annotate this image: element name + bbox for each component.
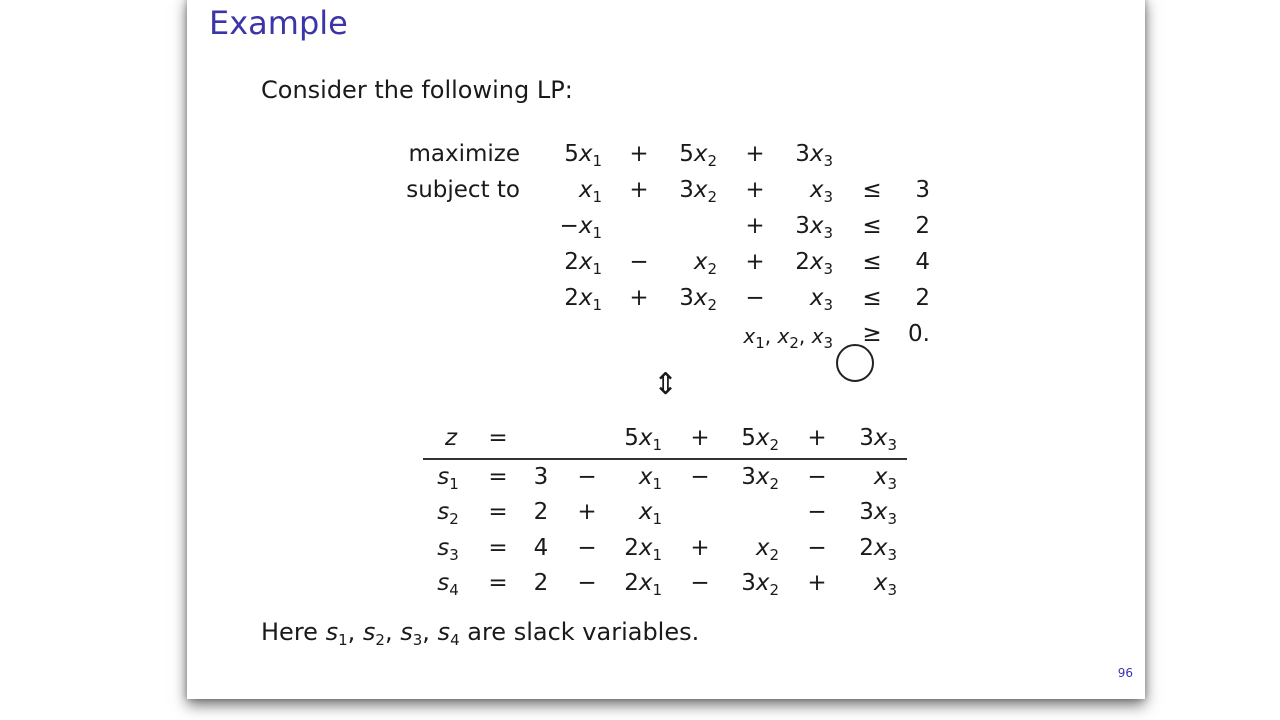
- dict-lhs: $s_2$: [437, 499, 459, 528]
- dict-term: $x_1$: [638, 464, 662, 493]
- footer-text: Here $s_1$, $s_2$, $s_3$, $s_4$ are slack variables.: [261, 618, 700, 649]
- dict-operator: −: [807, 499, 827, 525]
- lp-term: $3x_3$: [795, 213, 833, 242]
- lp-objective-op-1: +: [629, 141, 649, 167]
- dict-term: $3x_2$: [741, 464, 779, 493]
- dict-constant: 2: [533, 570, 549, 596]
- lp-relation: ≤: [862, 177, 882, 203]
- dict-term: $3x_2$: [741, 570, 779, 599]
- dict-term: $5x_1$: [624, 425, 662, 454]
- lp-rhs: 2: [915, 213, 930, 239]
- lp-term: $2x_3$: [795, 249, 833, 278]
- dict-lhs: $s_1$: [437, 464, 459, 493]
- dict-lhs: z: [444, 425, 458, 451]
- lp-operator: +: [745, 177, 765, 203]
- page-number: 96: [1117, 666, 1133, 680]
- intro-text: Consider the following LP:: [261, 76, 573, 104]
- lp-term: $2x_1$: [564, 249, 602, 278]
- lp-operator: −: [745, 285, 765, 311]
- lp-term: $-x_1$: [559, 213, 602, 242]
- lp-term: $3x_2$: [679, 285, 717, 314]
- lp-rhs: 3: [915, 177, 930, 203]
- dict-term: $2x_1$: [624, 535, 662, 564]
- dict-operator: −: [577, 570, 597, 596]
- dict-term: $2x_1$: [624, 570, 662, 599]
- lp-relation: ≤: [862, 249, 882, 275]
- dict-equals: =: [488, 425, 508, 451]
- lp-operator: +: [629, 177, 649, 203]
- lp-term: $x_3$: [809, 285, 833, 314]
- lp-rhs: 4: [915, 249, 930, 275]
- pointer-circle: [836, 344, 874, 382]
- equivalence-arrow: ⇕: [653, 367, 679, 402]
- dictionary-divider: [423, 458, 907, 460]
- dict-term: $2x_3$: [859, 535, 897, 564]
- dict-term: $x_1$: [638, 499, 662, 528]
- dict-term: $x_2$: [755, 535, 779, 564]
- lp-nonneg-vars: $x_1$, $x_2$, $x_3$: [743, 324, 833, 352]
- lp-rhs: 2: [915, 285, 930, 311]
- subject-to-label: subject to: [406, 177, 520, 203]
- dict-term: $5x_2$: [741, 425, 779, 454]
- dict-constant: 2: [533, 499, 549, 525]
- dict-operator: −: [690, 464, 710, 490]
- dict-operator: +: [690, 535, 710, 561]
- lp-objective-op-2: +: [745, 141, 765, 167]
- dict-term: $x_3$: [873, 570, 897, 599]
- lp-term: $x_2$: [693, 249, 717, 278]
- lp-term: $x_3$: [809, 177, 833, 206]
- dict-operator: +: [807, 570, 827, 596]
- lp-operator: +: [629, 285, 649, 311]
- dict-equals: =: [488, 499, 508, 525]
- slide: [187, 0, 1145, 699]
- dict-operator: +: [807, 425, 827, 451]
- dict-operator: −: [807, 535, 827, 561]
- dict-operator: +: [577, 499, 597, 525]
- lp-objective-term-2: $5x_2$: [679, 141, 717, 170]
- dict-operator: −: [690, 570, 710, 596]
- dict-operator: −: [577, 464, 597, 490]
- maximize-label: maximize: [408, 141, 520, 167]
- lp-objective-term-3: $3x_3$: [795, 141, 833, 170]
- dict-term: $x_3$: [873, 464, 897, 493]
- dict-term: $3x_3$: [859, 499, 897, 528]
- dict-operator: +: [690, 425, 710, 451]
- dict-equals: =: [488, 464, 508, 490]
- dict-equals: =: [488, 535, 508, 561]
- lp-nonneg-relation: ≥: [862, 321, 882, 347]
- slide-title: Example: [209, 4, 348, 42]
- lp-operator: +: [745, 213, 765, 239]
- dict-constant: 3: [533, 464, 549, 490]
- lp-term: $2x_1$: [564, 285, 602, 314]
- lp-relation: ≤: [862, 285, 882, 311]
- lp-relation: ≤: [862, 213, 882, 239]
- lp-term: $x_1$: [578, 177, 602, 206]
- lp-term: $3x_2$: [679, 177, 717, 206]
- dict-constant: 4: [533, 535, 549, 561]
- dict-lhs: $s_3$: [437, 535, 459, 564]
- lp-operator: −: [629, 249, 649, 275]
- dict-equals: =: [488, 570, 508, 596]
- lp-nonneg-rhs: 0.: [908, 321, 930, 347]
- lp-objective-term-1: $5x_1$: [564, 141, 602, 170]
- dict-operator: −: [577, 535, 597, 561]
- dict-term: $3x_3$: [859, 425, 897, 454]
- dict-lhs: $s_4$: [437, 570, 459, 599]
- lp-operator: +: [745, 249, 765, 275]
- dict-operator: −: [807, 464, 827, 490]
